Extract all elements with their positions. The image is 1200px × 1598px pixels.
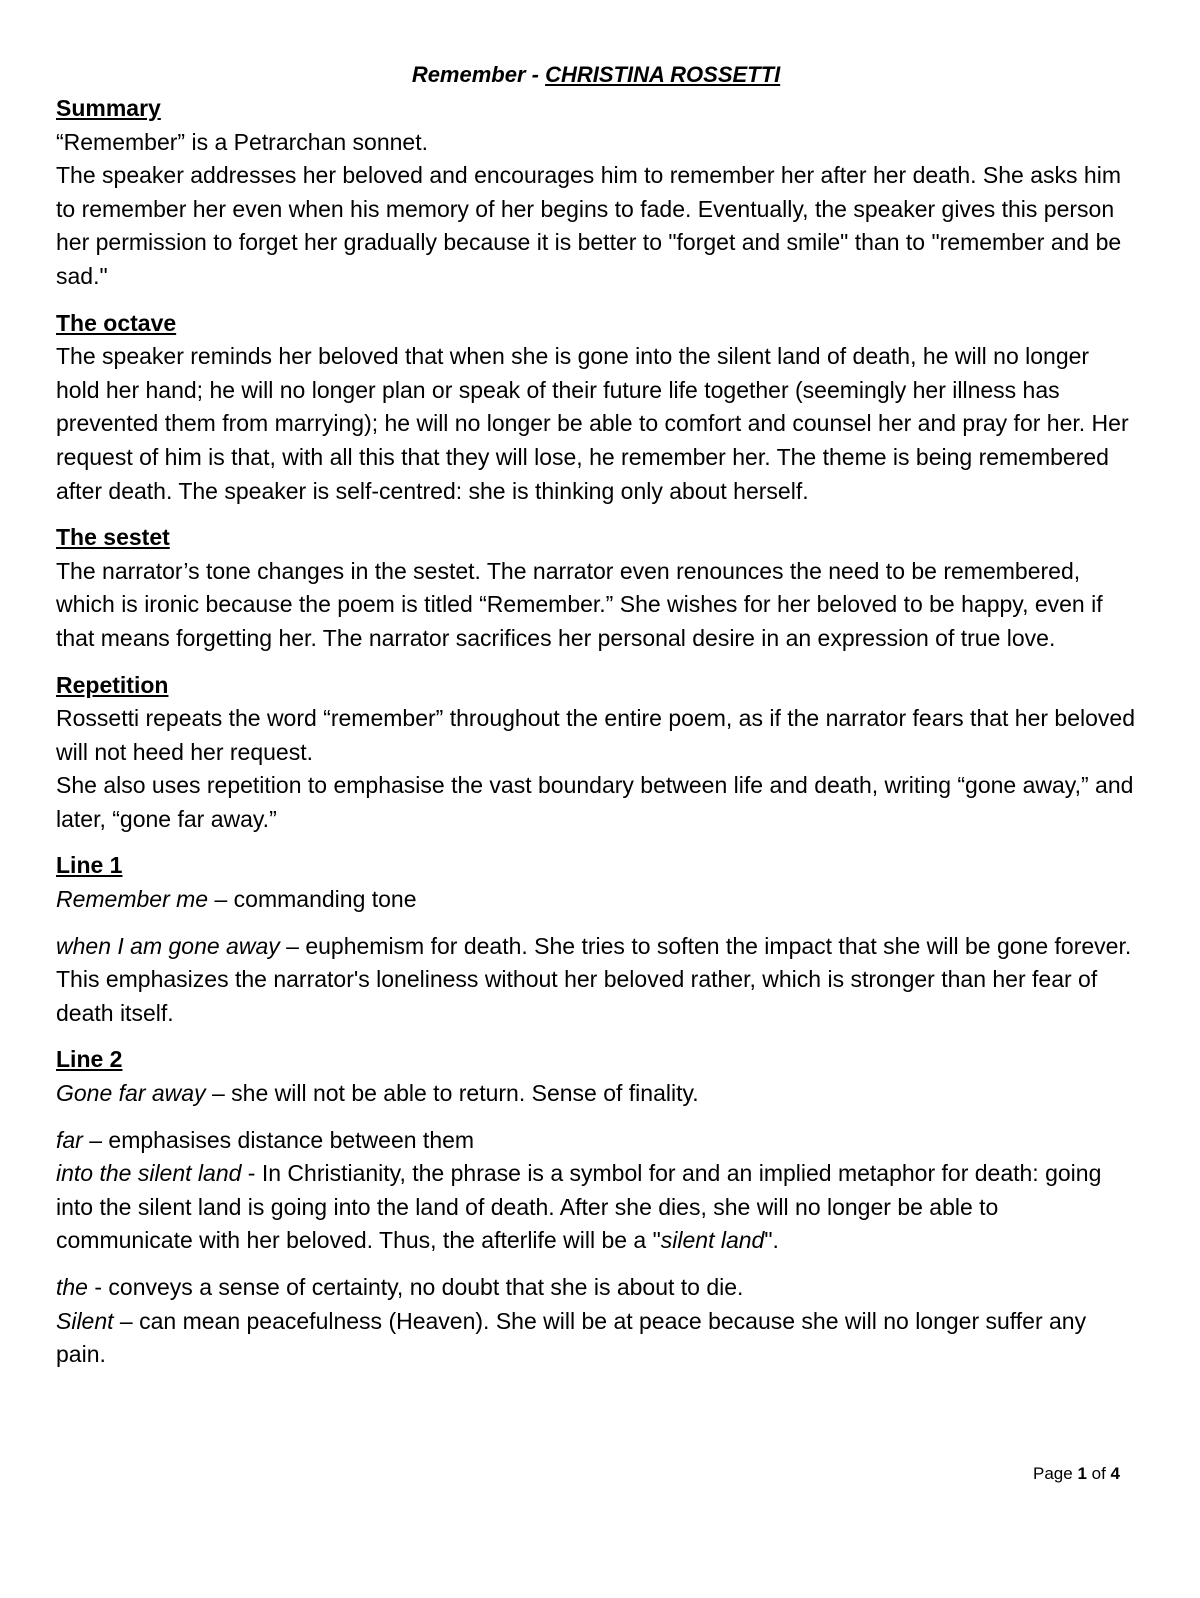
title-author: CHRISTINA ROSSETTI	[545, 62, 781, 87]
line2-quote-c: into the silent land	[56, 1160, 242, 1187]
line1-text-b: – euphemism for death. She tries to soften the impact that she will be gone forever. This emphasizes the narrator's loneliness without her beloved rather, which is stronger than her fear of death itself.	[56, 932, 1132, 1026]
line2-note-b	[56, 1124, 1136, 1158]
section-sestet	[56, 521, 1136, 655]
summary-paragraph-2: The speaker addresses her beloved and encourages him to remember her after her death. She asks him to remember her even when his memory of her begins to fade. Eventually, the speaker gives this person her permission to forget her gradually because it is better to "forget and smile" than to "remember and be sad."	[56, 162, 1122, 289]
section-repetition	[56, 669, 1136, 837]
section-line-1	[56, 849, 1136, 1030]
line2-text-d: - conveys a sense of certainty, no doubt that she is about to die.	[87, 1274, 744, 1300]
line1-text-a: – commanding tone	[208, 886, 417, 913]
page-label: Page	[1033, 1464, 1078, 1483]
line2-text-c-end: ".	[764, 1227, 779, 1254]
heading-line-2: Line 2	[56, 1046, 123, 1073]
section-summary	[56, 92, 1136, 294]
line2-quote-a: Gone far away	[56, 1080, 206, 1107]
repetition-paragraph-2: She also uses repetition to emphasise the vast boundary between life and death, writing “gone away,” and later, “gone far away.”	[56, 772, 1134, 832]
summary-paragraph-1: “Remember” is a Petrarchan sonnet.	[56, 128, 428, 155]
line2-quote-e: Silent	[56, 1307, 114, 1334]
line1-note-a	[56, 883, 1136, 917]
document-body	[56, 60, 1136, 1372]
line2-note-d	[56, 1271, 1136, 1305]
heading-line-1: Line 1	[56, 852, 123, 879]
repetition-paragraph-1: Rossetti repeats the word “remember” throughout the entire poem, as if the narrator fears that her beloved will not heed her request.	[56, 705, 1136, 765]
section-octave	[56, 307, 1136, 509]
octave-paragraph: The speaker reminds her beloved that when she is gone into the silent land of death, he will no longer hold her hand; he will no longer plan or speak of their future life together (seemingly her illness has prevented them from marrying); he will no longer be able to comfort and counsel her and pray for her. Her request of him is that, with all this that they will lose, he remember her. The theme is being remembered after death. The speaker is self-centred: she is thinking only about herself.	[56, 343, 1129, 504]
heading-summary: Summary	[56, 95, 161, 121]
heading-octave: The octave	[56, 309, 177, 336]
section-line-2	[56, 1043, 1136, 1371]
line1-note-b	[56, 930, 1136, 1031]
line2-quote-d: the	[56, 1274, 88, 1300]
page-number-footer	[1033, 1463, 1120, 1485]
page-current: 1	[1077, 1464, 1087, 1483]
page-title	[56, 60, 1136, 90]
line2-quote-b: far	[56, 1126, 83, 1153]
sestet-paragraph: The narrator’s tone changes in the sestet. The narrator even renounces the need to be remembered, which is ironic because the poem is titled “Remember.” She wishes for her beloved to be happy, even if that means forgetting her. The narrator sacrifices her personal desire in an expression of true love.	[56, 557, 1103, 651]
heading-repetition: Repetition	[56, 671, 169, 698]
line2-text-b: – emphasises distance between them	[82, 1126, 475, 1153]
line2-text-e: – can mean peacefulness (Heaven). She will be at peace because she will no longer suffer any pain.	[56, 1307, 1087, 1368]
line2-text-c: - In Christianity, the phrase is a symbol for and an implied metaphor for death: going into the silent land is going into the land of death. After she dies, she will no longer be able to communicate with her beloved. Thus, the afterlife will be a "	[56, 1160, 1102, 1254]
line1-quote-a: Remember me	[56, 886, 209, 913]
line2-note-e	[56, 1305, 1136, 1372]
page-of-label: of	[1086, 1464, 1111, 1483]
line2-quote-c2: silent land	[660, 1227, 765, 1254]
line2-note-c	[56, 1157, 1136, 1258]
page-total: 4	[1110, 1464, 1120, 1483]
heading-sestet: The sestet	[56, 524, 170, 551]
title-work: Remember -	[411, 62, 546, 87]
line1-quote-b: when I am gone away	[56, 932, 280, 959]
line2-text-a: – she will not be able to return. Sense of finality.	[205, 1080, 699, 1107]
line2-note-a	[56, 1077, 1136, 1111]
